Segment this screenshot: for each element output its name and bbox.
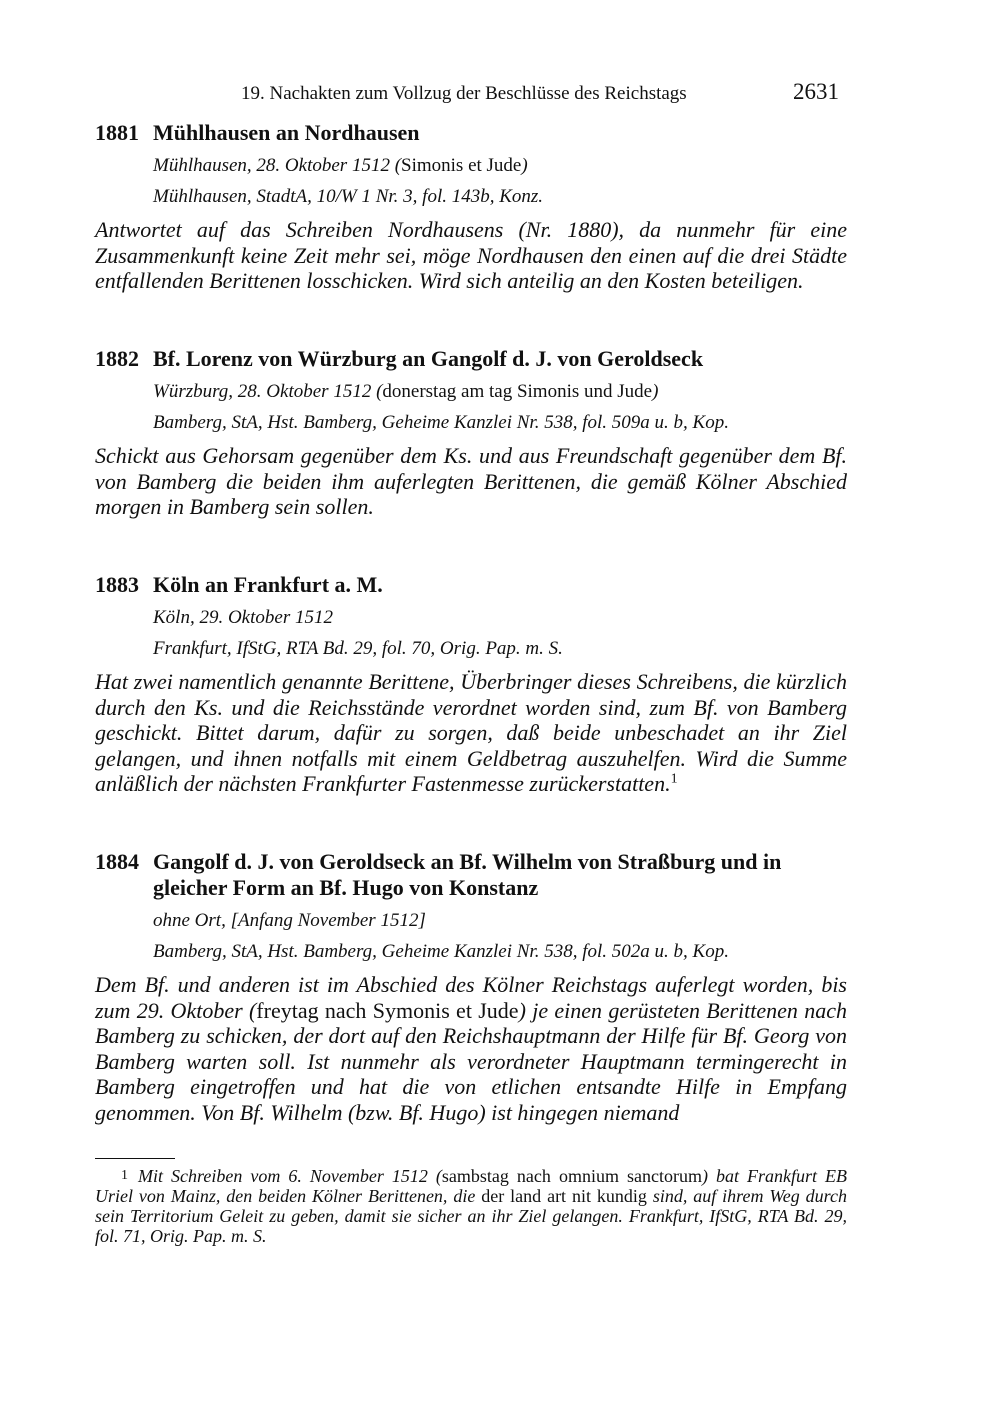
- footnote-number: 1: [121, 1168, 128, 1183]
- entry-summary: Antwortet auf das Schreiben Nordhausens (Nr. 1880), da nunmehr für eine Zusammenkunft keine Zeit mehr sei, möge Nordhausen den einen auf die drei Städte entfallenden Berittenen losschicken. Wird sich anteilig an den Kosten beteiligen.: [95, 217, 847, 293]
- entry-date: ohne Ort, [Anfang November 1512]: [153, 910, 426, 931]
- page-number: 2631: [793, 79, 839, 104]
- entry-number: 1881: [95, 120, 139, 145]
- footnote-reference[interactable]: 1: [670, 771, 678, 787]
- entry-date: Köln, 29. Oktober 1512: [153, 607, 333, 628]
- entry-heading: [95, 346, 847, 372]
- entry-number: 1883: [95, 572, 139, 597]
- entry-title: Bf. Lorenz von Würzburg an Gangolf d. J. von Geroldseck: [153, 346, 704, 371]
- entry-heading: [95, 120, 847, 146]
- entry-summary: Schickt aus Gehorsam gegenüber dem Ks. und aus Freundschaft gegenüber dem Bf. von Bamberg die beiden ihm auferlegten Berittenen, die gemäß Kölner Abschied morgen in Bamberg sein sollen.: [95, 443, 847, 519]
- entry-number: 1884: [95, 849, 139, 874]
- original-date-text: donerstag am tag Simonis und Jude: [382, 381, 653, 402]
- footnote: 1 Mit Schreiben vom 6. November 1512 (sambstag nach omnium sanctorum) bat Frankfurt EB Uriel von Mainz, den beiden Kölner Berittenen, die der land art nit kundig sind, auf ihrem Weg durch sein Territorium Geleit zu geben, damit sie sicher an ihr Ziel gelangen. Frankfurt, IfStG, RTA Bd. 29, fol. 71, Orig. Pap. m. S.: [95, 1166, 848, 1246]
- original-quote: sambstag nach omnium sanctorum: [441, 1166, 702, 1186]
- entry-source: Bamberg, StA, Hst. Bamberg, Geheime Kanzlei Nr. 538, fol. 502a u. b, Kop.: [153, 941, 729, 962]
- entry-heading: [95, 849, 847, 901]
- running-head: [0, 79, 1004, 109]
- entry-1884: [95, 849, 847, 1125]
- entry-date: Mühlhausen, 28. Oktober 1512 (Simonis et Jude): [153, 155, 528, 176]
- entry-title: Mühlhausen an Nordhausen: [153, 120, 420, 145]
- running-title: 19. Nachakten zum Vollzug der Beschlüsse des Reichstags: [241, 83, 687, 104]
- entry-source: Frankfurt, IfStG, RTA Bd. 29, fol. 70, Orig. Pap. m. S.: [153, 638, 563, 659]
- entry-summary: Dem Bf. und anderen ist im Abschied des Kölner Reichstags auferlegt worden, bis zum 29. Oktober (freytag nach Symonis et Jude) je einen gerüsteten Berittenen nach Bamberg zu schicken, der dort auf den Reichshauptmann der Hilfe für Bf. Georg von Bamberg warten soll. Ist nunmehr als verordneter Hauptmann termingerecht in Bamberg eingetroffen und hat die von etlichen entsandte Hilfe in Empfang genommen. Von Bf. Wilhelm (bzw. Bf. Hugo) ist hingegen niemand: [95, 972, 847, 1125]
- original-quote: der land art nit kundig: [481, 1186, 647, 1206]
- entry-date: Würzburg, 28. Oktober 1512 (donerstag am tag Simonis und Jude): [153, 381, 659, 402]
- entry-title: Köln an Frankfurt a. M.: [153, 572, 383, 597]
- original-date-text: Simonis et Jude: [401, 155, 522, 176]
- entry-summary: Hat zwei namentlich genannte Berittene, Überbringer dieses Schreibens, die kürzlich durch den Ks. und die Reichsstände verordnet worden sind, zum Bf. von Bamberg geschickt. Bittet darum, dafür zu sorgen, daß beide unbeschadet an ihr Ziel gelangen, und ihnen notfalls mit einem Geldbetrag auszuhelfen. Wird die Summe anläßlich der nächsten Frankfurter Fastenmesse zurückerstatten.$^1$: [95, 669, 847, 796]
- entry-source: Bamberg, StA, Hst. Bamberg, Geheime Kanzlei Nr. 538, fol. 509a u. b, Kop.: [153, 412, 729, 433]
- entry-number: 1882: [95, 346, 139, 371]
- entry-title: Gangolf d. J. von Geroldseck an Bf. Wilhelm von Straßburg und in gleicher Form an Bf. Hugo von Konstanz: [153, 849, 782, 900]
- original-date-text: freytag nach Symonis et Jude: [256, 997, 519, 1023]
- entry-1881: [95, 120, 847, 294]
- entry-heading: [95, 572, 847, 598]
- footnote-rule: [95, 1158, 175, 1159]
- entry-source: Mühlhausen, StadtA, 10/W 1 Nr. 3, fol. 143b, Konz.: [153, 186, 544, 207]
- entry-1883: [95, 572, 847, 797]
- entry-1882: [95, 346, 847, 520]
